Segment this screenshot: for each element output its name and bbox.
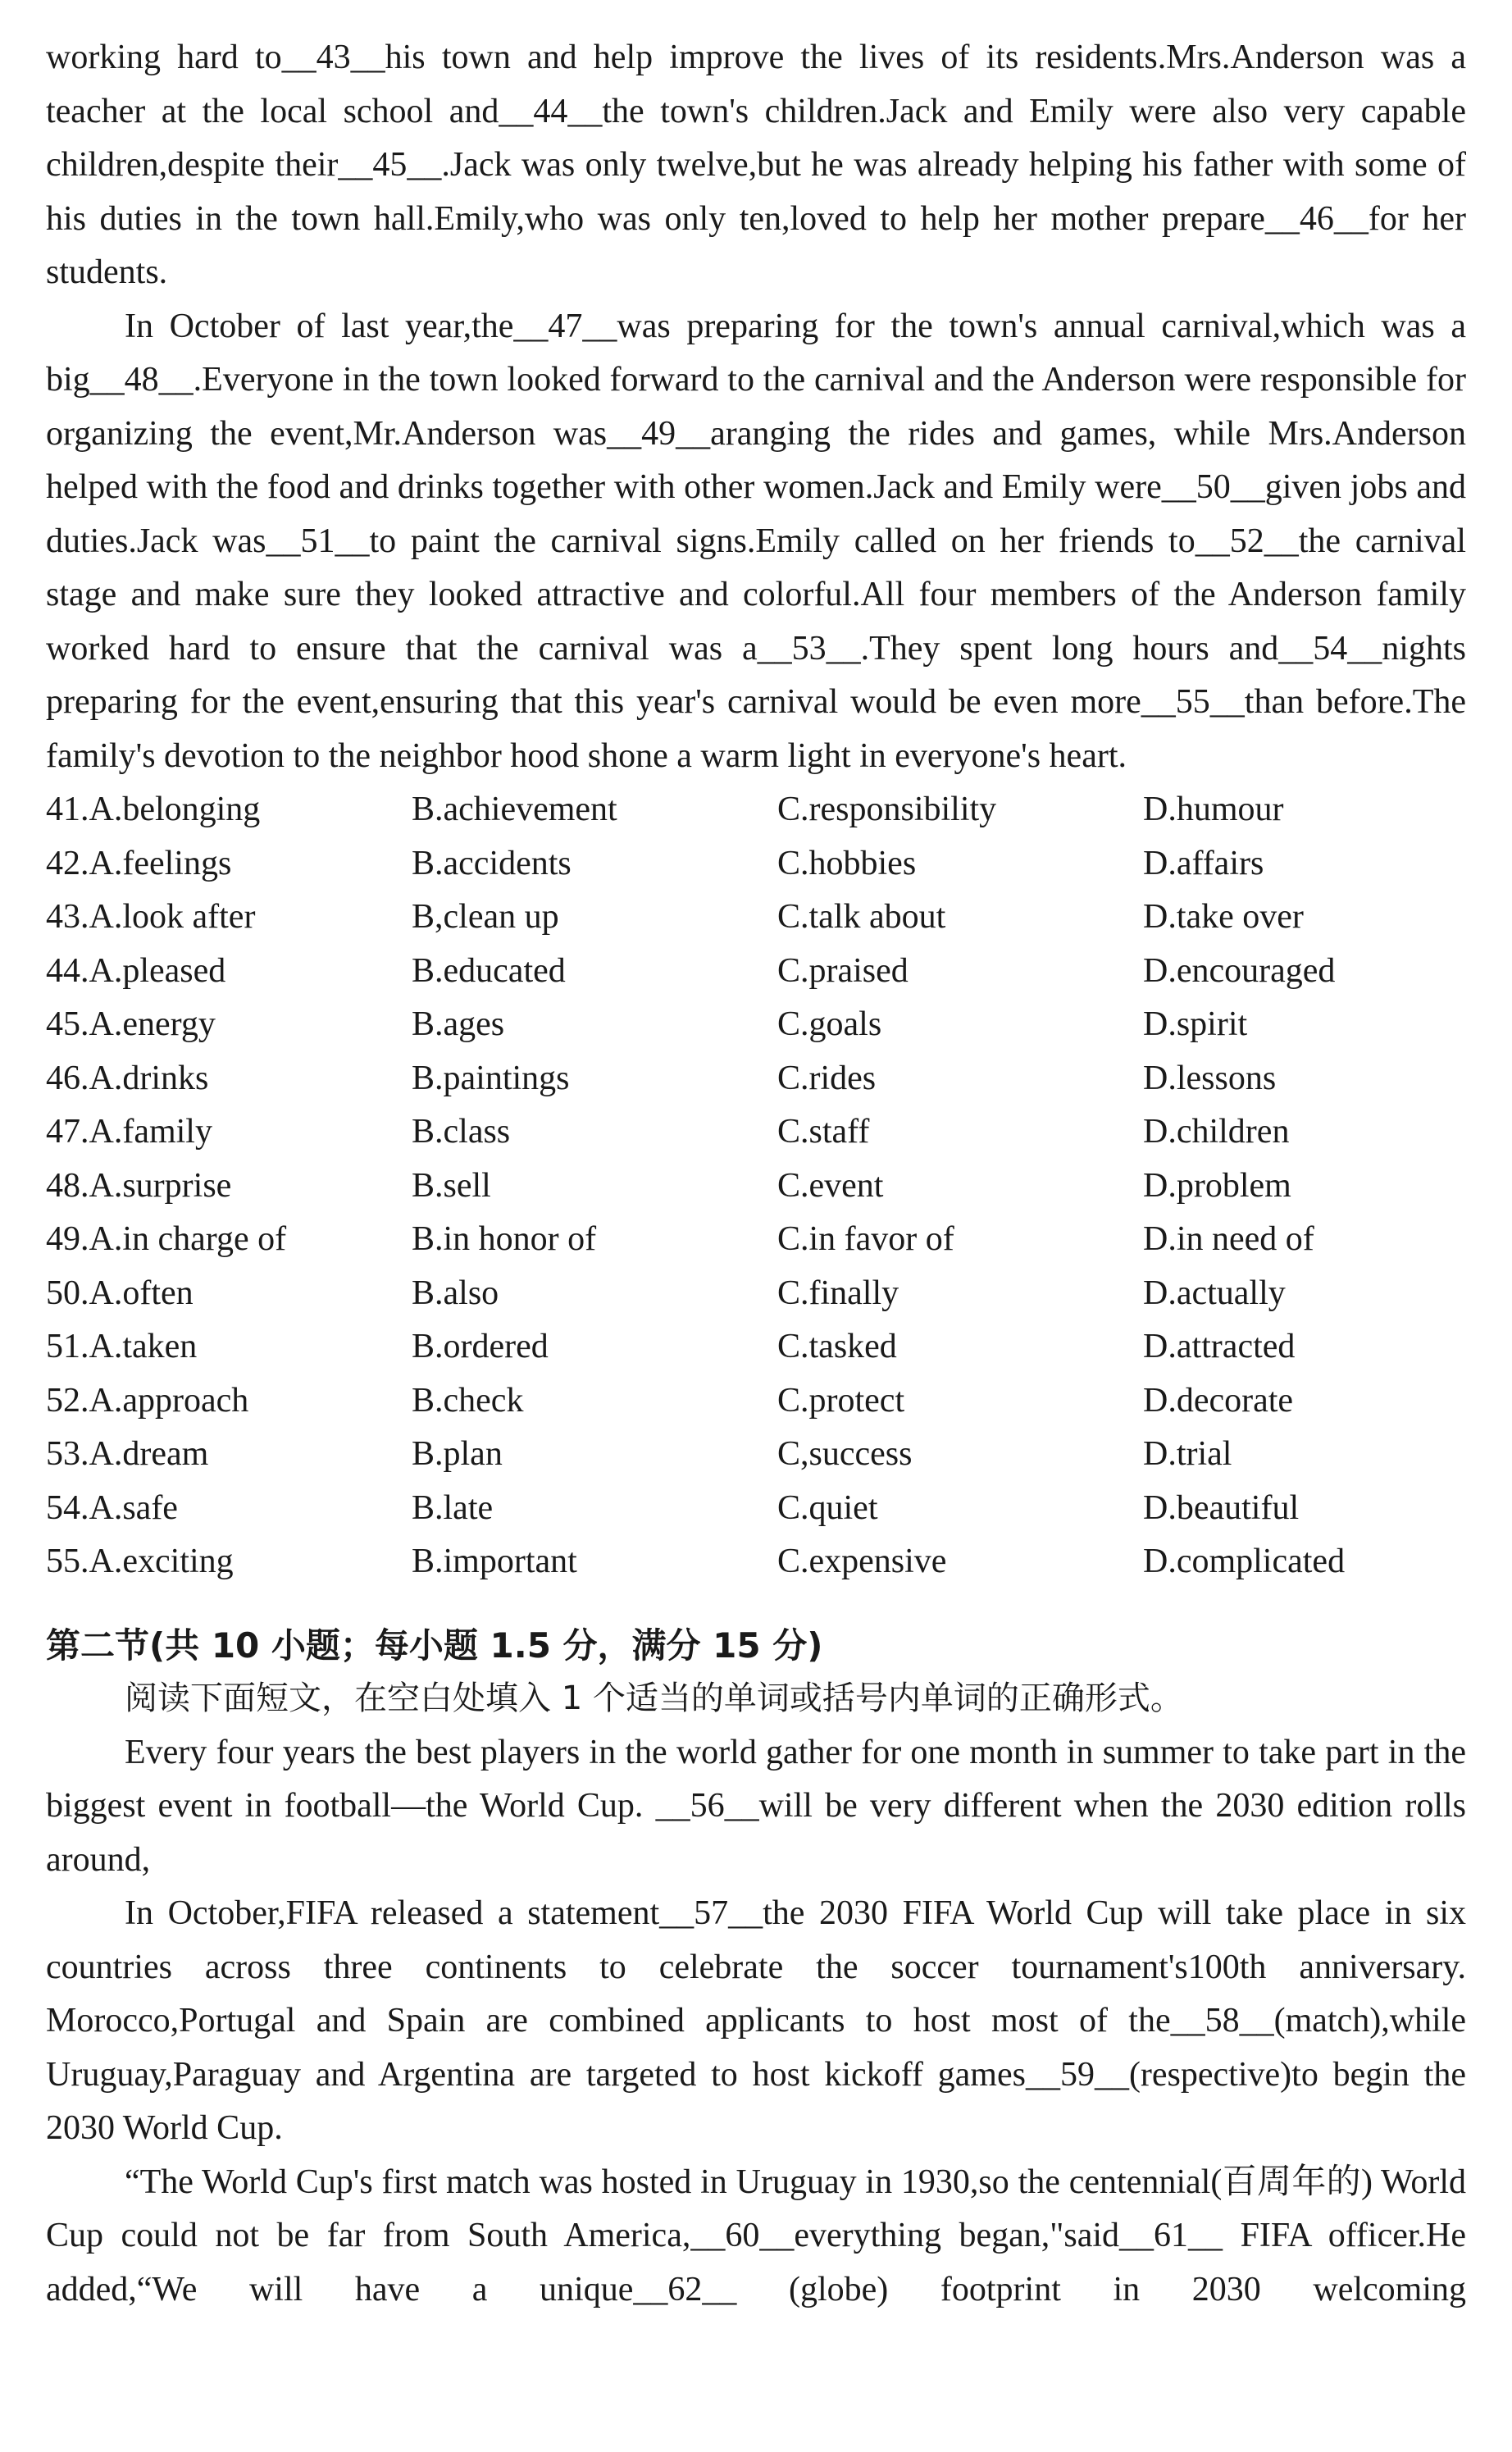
passage2-paragraph-3: “The World Cup's first match was hosted in Uruguay in 1930,so the centennial(百周年的) World Cup could not be far from South America,__60__everything began,"said__61__ FIFA officer.He added,“We will have a unique__62__ (globe) footprint in 2030 welcoming <box>46 2163 1466 2308</box>
option-row-41 <box>46 783 1466 837</box>
option-49-b: B.in honor of <box>412 1220 597 1258</box>
option-52-d: D.decorate <box>1143 1381 1294 1420</box>
option-45-d: D.spirit <box>1143 1005 1248 1043</box>
option-51-c: C.tasked <box>777 1328 897 1365</box>
option-51-d: D.attracted <box>1143 1328 1296 1365</box>
option-43-b: B,clean up <box>412 898 559 936</box>
passage2-paragraph-2: In October,FIFA released a statement__57__the 2030 FIFA World Cup will take place in six countries across three continents to celebrate the soccer tournament's100th anniversary. Morocco,Portugal and Spain are combined applicants to host most of the__58__(match),while Uruguay,Paraguay and Argentina are targeted to host kickoff games__59__(respective)to begin the 2030 World Cup. <box>46 1894 1466 2147</box>
option-55-b: B.important <box>412 1543 577 1580</box>
option-44-b: B.educated <box>412 951 566 990</box>
option-row-53 <box>46 1428 1466 1482</box>
option-44-a: 44.A.pleased <box>46 951 226 990</box>
section-2-title: 第二节(共 10 小题；每小题 1.5 分，满分 15 分) <box>46 1625 823 1666</box>
option-49-c: C.in favor of <box>777 1220 954 1258</box>
option-53-b: B.plan <box>412 1435 503 1473</box>
option-50-a: 50.A.often <box>46 1274 194 1312</box>
option-51-a: 51.A.taken <box>46 1328 198 1365</box>
option-50-b: B.also <box>412 1274 499 1312</box>
option-50-d: D.actually <box>1143 1274 1286 1312</box>
option-row-47 <box>46 1105 1466 1160</box>
option-54-c: C.quiet <box>777 1488 878 1527</box>
option-47-a: 47.A.family <box>46 1113 212 1151</box>
option-55-a: 55.A.exciting <box>46 1543 234 1580</box>
section-2-instruction: 阅读下面短文，在空白处填入 1 个适当的单词或括号内单词的正确形式。 <box>125 1679 1183 1717</box>
passage2-paragraph-1: Every four years the best players in the world gather for one month in summer to take part in the biggest event in football—the World Cup. __56__will be very different when the 2030 edition rolls around, <box>46 1733 1466 1879</box>
option-46-a: 46.A.drinks <box>46 1059 209 1097</box>
option-row-49 <box>46 1213 1466 1267</box>
option-row-43 <box>46 891 1466 945</box>
option-row-45 <box>46 998 1466 1052</box>
option-48-a: 48.A.surprise <box>46 1166 232 1205</box>
option-52-a: 52.A.approach <box>46 1381 249 1420</box>
option-row-44 <box>46 945 1466 999</box>
option-row-51 <box>46 1320 1466 1374</box>
option-49-a: 49.A.in charge of <box>46 1220 287 1258</box>
option-44-d: D.encouraged <box>1143 951 1336 990</box>
option-46-c: C.rides <box>777 1059 877 1097</box>
option-41-b: B.achievement <box>412 791 617 828</box>
option-53-c: C,success <box>777 1435 913 1473</box>
option-48-c: C.event <box>777 1166 884 1205</box>
option-row-54 <box>46 1482 1466 1536</box>
option-46-d: D.lessons <box>1143 1059 1277 1097</box>
option-47-c: C.staff <box>777 1113 870 1151</box>
option-41-a: 41.A.belonging <box>46 791 261 828</box>
option-41-d: D.humour <box>1143 791 1284 828</box>
option-53-a: 53.A.dream <box>46 1435 209 1473</box>
option-48-b: B.sell <box>412 1166 491 1205</box>
option-51-b: B.ordered <box>412 1328 549 1365</box>
option-row-42 <box>46 837 1466 891</box>
option-46-b: B.paintings <box>412 1059 570 1097</box>
option-row-50 <box>46 1267 1466 1321</box>
option-55-c: C.expensive <box>777 1543 947 1580</box>
option-52-c: C.protect <box>777 1381 905 1420</box>
passage1-paragraph-2: In October of last year,the__47__was preparing for the town's annual carnival,which was a big__48__.Everyone in the town looked forward to the carnival and the Anderson were responsible for organizing the event,Mr.Anderson was__49__aranging the rides and games, while Mrs.Anderson helped with the food and drinks together with other women.Jack and Emily were__50__given jobs and duties.Jack was__51__to paint the carnival signs.Emily called on her friends to__52__the carnival stage and make sure they looked attractive and colorful.All four members of the Anderson family worked hard to ensure that the carnival was a__53__.They spent long hours and__54__nights preparing for the event,ensuring that this year's carnival would be even more__55__than before.The family's devotion to the neighbor hood shone a warm light in everyone's heart. <box>46 307 1466 775</box>
option-47-b: B.class <box>412 1113 511 1151</box>
option-45-b: B.ages <box>412 1005 505 1043</box>
option-45-a: 45.A.energy <box>46 1005 216 1043</box>
option-48-d: D.problem <box>1143 1166 1291 1205</box>
option-45-c: C.goals <box>777 1005 882 1043</box>
option-42-b: B.accidents <box>412 844 572 882</box>
option-54-b: B.late <box>412 1488 494 1527</box>
option-52-b: B.check <box>412 1381 524 1420</box>
option-55-d: D.complicated <box>1143 1543 1346 1580</box>
options-list <box>46 783 1466 1589</box>
option-44-c: C.praised <box>777 951 909 990</box>
option-row-55 <box>46 1535 1466 1589</box>
option-53-d: D.trial <box>1143 1435 1232 1473</box>
option-43-c: C.talk about <box>777 898 946 936</box>
passage1-paragraph-1: working hard to__43__his town and help improve the lives of its residents.Mrs.Anderson was a teacher at the local school and__44__the town's children.Jack and Emily were also very capable children,despite their__45__.Jack was only twelve,but he was already helping his father with some of his duties in the town hall.Emily,who was only ten,loved to help her mother prepare__46__for her students. <box>46 39 1466 291</box>
option-47-d: D.children <box>1143 1113 1290 1151</box>
option-42-a: 42.A.feelings <box>46 844 232 882</box>
option-43-d: D.take over <box>1143 898 1304 936</box>
option-43-a: 43.A.look after <box>46 898 256 936</box>
option-row-46 <box>46 1052 1466 1106</box>
option-42-c: C.hobbies <box>777 844 917 882</box>
option-42-d: D.affairs <box>1143 844 1264 882</box>
option-row-48 <box>46 1160 1466 1214</box>
option-54-a: 54.A.safe <box>46 1488 178 1527</box>
option-row-52 <box>46 1374 1466 1429</box>
option-41-c: C.responsibility <box>777 791 997 828</box>
option-49-d: D.in need of <box>1143 1220 1314 1258</box>
option-50-c: C.finally <box>777 1274 899 1312</box>
option-54-d: D.beautiful <box>1143 1488 1300 1527</box>
